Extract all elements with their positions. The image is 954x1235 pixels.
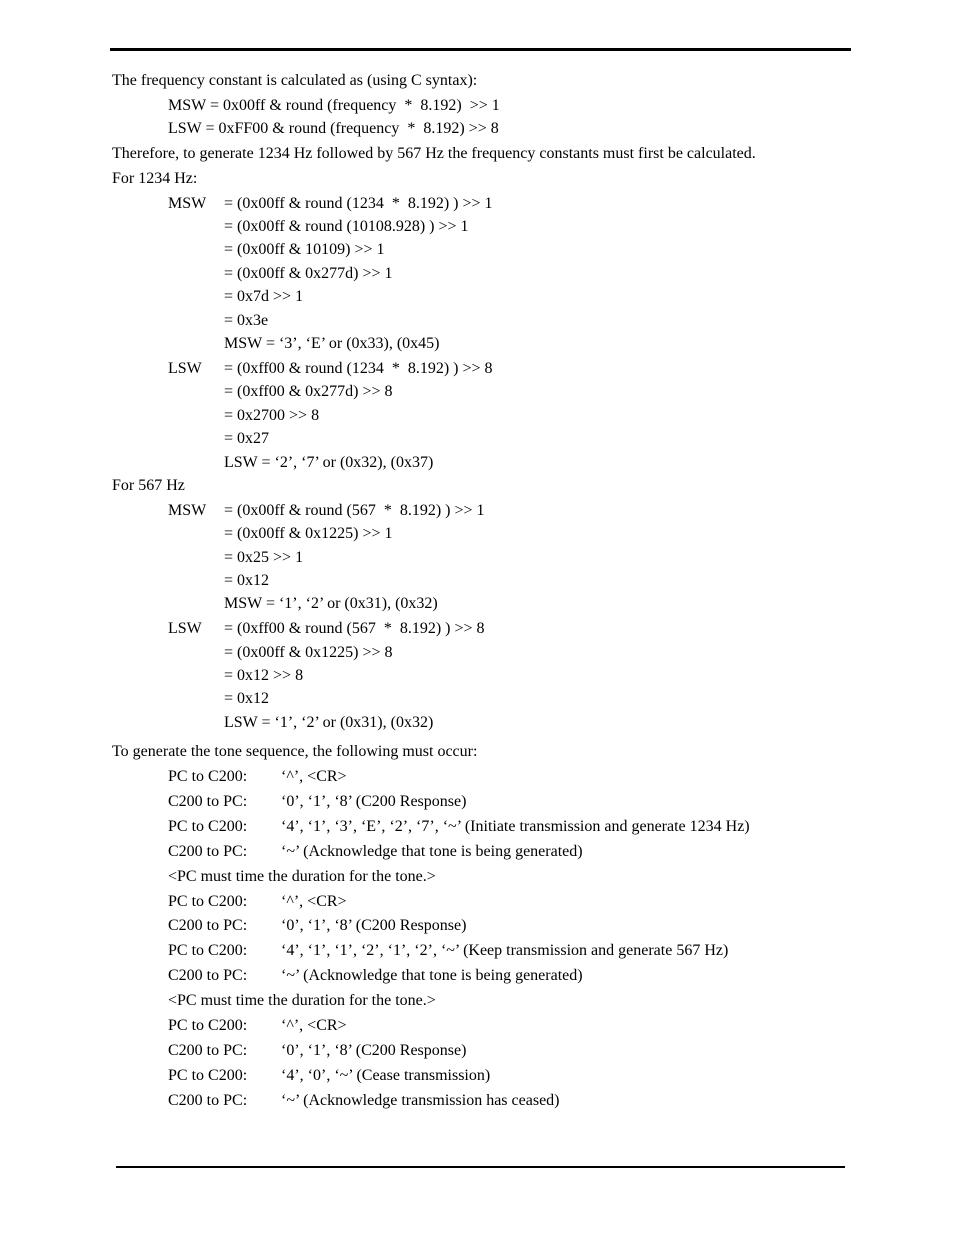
formula-msw: MSW = 0x00ff & round (frequency * 8.192) >> 1: [168, 97, 500, 114]
sequence-direction: C200 to PC:: [168, 1092, 248, 1109]
sequence-direction: C200 to PC:: [168, 1042, 248, 1059]
sequence-command: ‘~’ (Acknowledge that tone is being generated): [281, 967, 583, 984]
lsw-label: LSW: [168, 620, 202, 637]
calc-step: = 0x12: [224, 690, 270, 707]
sequence-direction: C200 to PC:: [168, 843, 248, 860]
sequence-command: ‘0’, ‘1’, ‘8’ (C200 Response): [281, 917, 467, 934]
sequence-direction: PC to C200:: [168, 768, 248, 785]
calc-step: = (0xff00 & round (567 * 8.192) ) >> 8: [224, 620, 485, 637]
calc-step: = 0x3e: [224, 312, 269, 329]
calc-result: MSW = ‘1’, ‘2’ or (0x31), (0x32): [224, 595, 438, 612]
sequence-note: <PC must time the duration for the tone.>: [168, 868, 436, 885]
calc-step: = 0x12 >> 8: [224, 667, 304, 684]
example-567-heading: For 567 Hz: [112, 477, 185, 494]
sequence-command: ‘0’, ‘1’, ‘8’ (C200 Response): [281, 1042, 467, 1059]
msw-label: MSW: [168, 195, 207, 212]
sequence-command: ‘4’, ‘1’, ‘3’, ‘E’, ‘2’, ‘7’, ‘~’ (Initiate transmission and generate 1234 Hz): [281, 818, 750, 835]
sequence-note: <PC must time the duration for the tone.>: [168, 992, 436, 1009]
calc-step: = (0xff00 & 0x277d) >> 8: [224, 383, 393, 400]
sequence-direction: C200 to PC:: [168, 917, 248, 934]
sequence-command: ‘~’ (Acknowledge that tone is being generated): [281, 843, 583, 860]
intro-text: The frequency constant is calculated as (using C syntax):: [112, 72, 478, 89]
footer-rule: [116, 1166, 845, 1168]
calc-result: LSW = ‘2’, ‘7’ or (0x32), (0x37): [224, 454, 434, 471]
formula-lsw: LSW = 0xFF00 & round (frequency * 8.192) >> 8: [168, 120, 499, 137]
sequence-direction: PC to C200:: [168, 942, 248, 959]
example-1234-heading: For 1234 Hz:: [112, 170, 198, 187]
calc-step: = 0x25 >> 1: [224, 549, 304, 566]
sequence-intro: To generate the tone sequence, the following must occur:: [112, 743, 478, 760]
sequence-direction: C200 to PC:: [168, 793, 248, 810]
calc-step: = (0x00ff & 0x1225) >> 1: [224, 525, 393, 542]
sequence-command: ‘0’, ‘1’, ‘8’ (C200 Response): [281, 793, 467, 810]
sequence-direction: PC to C200:: [168, 818, 248, 835]
sequence-direction: PC to C200:: [168, 1017, 248, 1034]
calc-step: = 0x7d >> 1: [224, 288, 304, 305]
calc-step: = (0xff00 & round (1234 * 8.192) ) >> 8: [224, 360, 493, 377]
sequence-command: ‘^’, <CR>: [281, 1017, 347, 1034]
calc-step: = 0x27: [224, 430, 270, 447]
sequence-direction: PC to C200:: [168, 893, 248, 910]
calc-step: = (0x00ff & round (567 * 8.192) ) >> 1: [224, 502, 485, 519]
sequence-command: ‘~’ (Acknowledge transmission has ceased): [281, 1092, 560, 1109]
calc-step: = (0x00ff & 0x1225) >> 8: [224, 644, 393, 661]
calc-result: MSW = ‘3’, ‘E’ or (0x33), (0x45): [224, 335, 440, 352]
therefore-text: Therefore, to generate 1234 Hz followed by 567 Hz the frequency constants must first be calculated.: [112, 145, 756, 162]
calc-step: = 0x2700 >> 8: [224, 407, 320, 424]
sequence-direction: PC to C200:: [168, 1067, 248, 1084]
header-rule: [110, 48, 851, 51]
calc-step: = 0x12: [224, 572, 270, 589]
lsw-label: LSW: [168, 360, 202, 377]
calc-step: = (0x00ff & 10109) >> 1: [224, 241, 385, 258]
calc-step: = (0x00ff & round (1234 * 8.192) ) >> 1: [224, 195, 493, 212]
sequence-command: ‘4’, ‘0’, ‘~’ (Cease transmission): [281, 1067, 491, 1084]
calc-result: LSW = ‘1’, ‘2’ or (0x31), (0x32): [224, 714, 434, 731]
sequence-command: ‘^’, <CR>: [281, 768, 347, 785]
calc-step: = (0x00ff & 0x277d) >> 1: [224, 265, 393, 282]
sequence-command: ‘^’, <CR>: [281, 893, 347, 910]
sequence-direction: C200 to PC:: [168, 967, 248, 984]
sequence-command: ‘4’, ‘1’, ‘1’, ‘2’, ‘1’, ‘2’, ‘~’ (Keep transmission and generate 567 Hz): [281, 942, 729, 959]
msw-label: MSW: [168, 502, 207, 519]
calc-step: = (0x00ff & round (10108.928) ) >> 1: [224, 218, 469, 235]
